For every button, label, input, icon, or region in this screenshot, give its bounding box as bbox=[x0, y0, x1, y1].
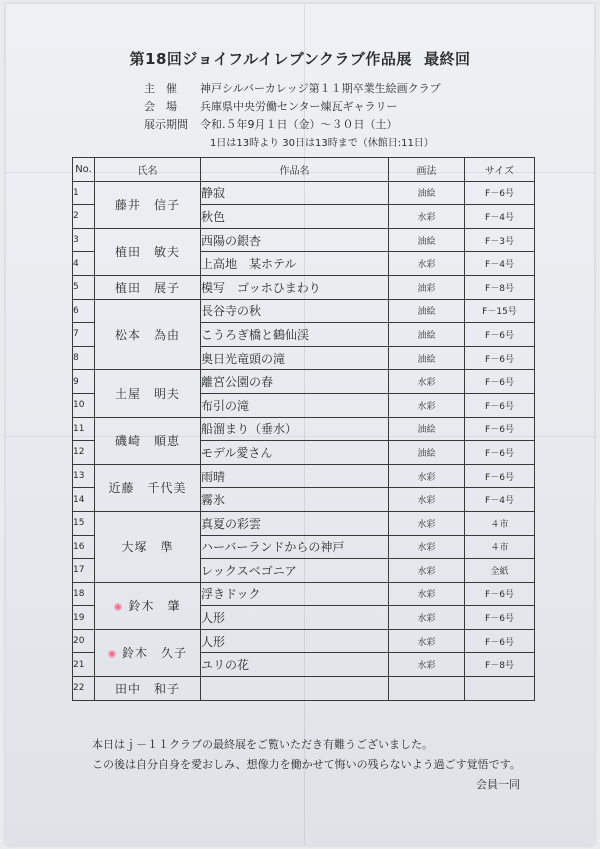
medium: 油絵 bbox=[389, 299, 465, 323]
venue-line bbox=[144, 98, 398, 114]
row-number: 12 bbox=[73, 441, 95, 465]
medium: 水彩 bbox=[389, 205, 465, 229]
artist-name-text: 鈴木 久子 bbox=[121, 646, 187, 661]
medium: 油絵 bbox=[389, 181, 465, 205]
row-number: 18 bbox=[73, 582, 95, 606]
canvas-size: F－6号 bbox=[465, 323, 535, 347]
works-table bbox=[72, 157, 535, 701]
canvas-size: F－6号 bbox=[465, 441, 535, 465]
canvas-size: F－6号 bbox=[465, 629, 535, 653]
table-row bbox=[73, 228, 535, 252]
artist-name bbox=[95, 181, 201, 228]
work-title: 奥日光竜頭の滝 bbox=[201, 346, 389, 370]
work-title: レックスベゴニア bbox=[201, 559, 389, 583]
medium: 水彩 bbox=[389, 582, 465, 606]
artist-name-text: 鈴木 肇 bbox=[128, 599, 181, 614]
artist-name-text: 磯崎 順恵 bbox=[114, 434, 180, 449]
period-line bbox=[144, 116, 398, 132]
artist-name bbox=[95, 582, 201, 629]
work-title: 雨晴 bbox=[201, 464, 389, 488]
work-title: 人形 bbox=[201, 629, 389, 653]
medium: 水彩 bbox=[389, 370, 465, 394]
highlight-dot-icon bbox=[108, 650, 116, 658]
closing-message-line1: 本日はｊ－１１クラブの最終展をご覧いただき有難うございました。 bbox=[92, 738, 433, 751]
canvas-size: F－4号 bbox=[465, 488, 535, 512]
work-title: 離宮公園の春 bbox=[201, 370, 389, 394]
medium: 水彩 bbox=[389, 629, 465, 653]
artist-name-text: 植田 展子 bbox=[114, 280, 180, 295]
header-name: 氏名 bbox=[95, 158, 201, 182]
medium: 水彩 bbox=[389, 252, 465, 276]
header-no: No. bbox=[73, 158, 95, 182]
artist-name-text: 植田 敏夫 bbox=[114, 245, 180, 260]
work-title: 西陽の銀杏 bbox=[201, 228, 389, 252]
medium: 油絵 bbox=[389, 441, 465, 465]
highlight-dot-icon bbox=[114, 603, 122, 611]
medium: 水彩 bbox=[389, 559, 465, 583]
title-main: 第18回ジョイフルイレブンクラブ作品展 bbox=[129, 50, 412, 68]
period-label: 展示期間 bbox=[144, 118, 188, 131]
medium: 油彩 bbox=[389, 275, 465, 299]
table-row bbox=[73, 275, 535, 299]
work-title: 霧氷 bbox=[201, 488, 389, 512]
artist-name bbox=[95, 275, 201, 299]
canvas-size: ４市 bbox=[465, 535, 535, 559]
canvas-size: F－6号 bbox=[465, 417, 535, 441]
row-number: 1 bbox=[73, 181, 95, 205]
signature: 会員一同 bbox=[476, 778, 520, 791]
artist-name-text: 藤井 信子 bbox=[114, 198, 180, 213]
row-number: 20 bbox=[73, 629, 95, 653]
medium: 水彩 bbox=[389, 511, 465, 535]
artist-name-text: 近藤 千代美 bbox=[108, 481, 187, 496]
row-number: 14 bbox=[73, 488, 95, 512]
canvas-size: F－6号 bbox=[465, 393, 535, 417]
work-title: ハーバーランドからの神戸 bbox=[201, 535, 389, 559]
canvas-size bbox=[465, 677, 535, 701]
table-row bbox=[73, 417, 535, 441]
medium: 水彩 bbox=[389, 464, 465, 488]
work-title: 浮きドック bbox=[201, 582, 389, 606]
table-row bbox=[73, 181, 535, 205]
table-header-row bbox=[73, 158, 535, 182]
artist-name bbox=[95, 464, 201, 511]
row-number: 19 bbox=[73, 606, 95, 630]
period-value: 令和.５年9月１日（金）～３０日（土） bbox=[200, 118, 398, 131]
canvas-size: F－6号 bbox=[465, 181, 535, 205]
canvas-size: F－6号 bbox=[465, 346, 535, 370]
medium: 水彩 bbox=[389, 606, 465, 630]
artist-name-text: 田中 和子 bbox=[114, 681, 180, 696]
canvas-size: F－8号 bbox=[465, 653, 535, 677]
row-number: 3 bbox=[73, 228, 95, 252]
work-title: 模写 ゴッホひまわり bbox=[201, 275, 389, 299]
work-title: モデル愛さん bbox=[201, 441, 389, 465]
work-title: 人形 bbox=[201, 606, 389, 630]
medium: 水彩 bbox=[389, 393, 465, 417]
canvas-size: F－6号 bbox=[465, 606, 535, 630]
canvas-size: F－15号 bbox=[465, 299, 535, 323]
artist-name bbox=[95, 299, 201, 370]
organizer-label: 主 催 bbox=[144, 82, 177, 95]
artist-name-text: 大塚 準 bbox=[121, 540, 174, 555]
table-row bbox=[73, 511, 535, 535]
canvas-size: F－4号 bbox=[465, 252, 535, 276]
medium: 油絵 bbox=[389, 323, 465, 347]
work-title: 秋色 bbox=[201, 205, 389, 229]
row-number: 11 bbox=[73, 417, 95, 441]
row-number: 13 bbox=[73, 464, 95, 488]
canvas-size: F－6号 bbox=[465, 464, 535, 488]
work-title bbox=[201, 677, 389, 701]
table-row bbox=[73, 464, 535, 488]
medium bbox=[389, 677, 465, 701]
exhibition-title bbox=[0, 48, 600, 69]
work-title: 上高地 某ホテル bbox=[201, 252, 389, 276]
venue-label: 会 場 bbox=[144, 100, 177, 113]
row-number: 5 bbox=[73, 275, 95, 299]
row-number: 2 bbox=[73, 205, 95, 229]
closing-message-line2: この後は自分自身を愛おしみ、想像力を働かせて悔いの残らないよう過ごす覚悟です。 bbox=[92, 758, 521, 771]
title-suffix: 最終回 bbox=[423, 50, 471, 68]
row-number: 10 bbox=[73, 393, 95, 417]
medium: 油絵 bbox=[389, 346, 465, 370]
row-number: 4 bbox=[73, 252, 95, 276]
work-title: 真夏の彩雲 bbox=[201, 511, 389, 535]
canvas-size: F－4号 bbox=[465, 205, 535, 229]
organizer-value: 神戸シルバーカレッジ第１１期卒業生絵画クラブ bbox=[200, 82, 441, 95]
canvas-size: F－8号 bbox=[465, 275, 535, 299]
table-row bbox=[73, 582, 535, 606]
row-number: 7 bbox=[73, 323, 95, 347]
canvas-size: ４市 bbox=[465, 511, 535, 535]
row-number: 6 bbox=[73, 299, 95, 323]
work-title: 布引の滝 bbox=[201, 393, 389, 417]
canvas-size: 全紙 bbox=[465, 559, 535, 583]
canvas-size: F－3号 bbox=[465, 228, 535, 252]
work-title: 船溜まり（垂水） bbox=[201, 417, 389, 441]
artist-name-text: 土屋 明夫 bbox=[114, 386, 180, 401]
artist-name-text: 松本 為由 bbox=[114, 327, 180, 342]
work-title: こうろぎ橋と鶴仙渓 bbox=[201, 323, 389, 347]
header-medium: 画法 bbox=[389, 158, 465, 182]
artist-name bbox=[95, 629, 201, 676]
row-number: 15 bbox=[73, 511, 95, 535]
row-number: 17 bbox=[73, 559, 95, 583]
organizer-line bbox=[144, 80, 441, 96]
header-work: 作品名 bbox=[201, 158, 389, 182]
artist-name bbox=[95, 370, 201, 417]
row-number: 9 bbox=[73, 370, 95, 394]
work-title: 長谷寺の秋 bbox=[201, 299, 389, 323]
table-row bbox=[73, 299, 535, 323]
artist-name bbox=[95, 228, 201, 275]
work-title: ユリの花 bbox=[201, 653, 389, 677]
medium: 水彩 bbox=[389, 535, 465, 559]
artist-name bbox=[95, 677, 201, 701]
table-row bbox=[73, 370, 535, 394]
header-size: サイズ bbox=[465, 158, 535, 182]
canvas-size: F－6号 bbox=[465, 582, 535, 606]
canvas-size: F－6号 bbox=[465, 370, 535, 394]
work-title: 静寂 bbox=[201, 181, 389, 205]
artist-name bbox=[95, 511, 201, 582]
table-row bbox=[73, 677, 535, 701]
medium: 油絵 bbox=[389, 417, 465, 441]
row-number: 8 bbox=[73, 346, 95, 370]
row-number: 22 bbox=[73, 677, 95, 701]
medium: 水彩 bbox=[389, 653, 465, 677]
venue-value: 兵庫県中央労働センター煉瓦ギャラリー bbox=[200, 100, 398, 113]
row-number: 16 bbox=[73, 535, 95, 559]
row-number: 21 bbox=[73, 653, 95, 677]
opening-hours: 1日は13時より 30日は13時まで（休館日:11日） bbox=[210, 138, 434, 149]
table-row bbox=[73, 629, 535, 653]
artist-name bbox=[95, 417, 201, 464]
medium: 水彩 bbox=[389, 488, 465, 512]
medium: 油絵 bbox=[389, 228, 465, 252]
